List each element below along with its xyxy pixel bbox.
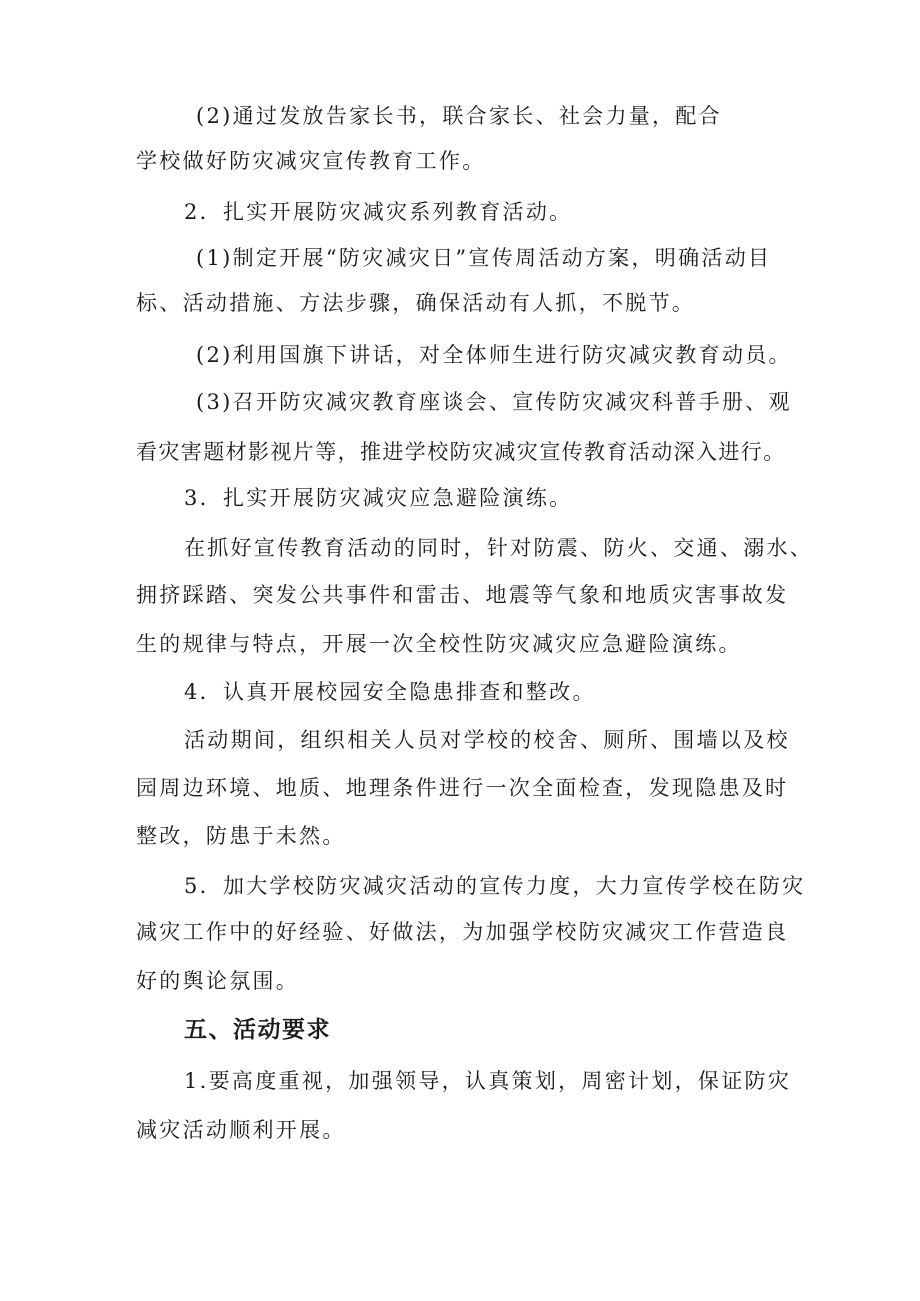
text-line: (3)召开防灾减灾教育座谈会、宣传防灾减灾科普手册、观 xyxy=(196,390,792,414)
text-line: 园周边环境、地质、地理条件进行一次全面检查，发现隐患及时 xyxy=(136,776,789,800)
text-line: 好的舆论氛围。 xyxy=(136,969,300,993)
text-line: 看灾害题材影视片等，推进学校防灾减灾宣传教育活动深入进行。 xyxy=(136,440,786,464)
text-line: 拥挤踩踏、突发公共事件和雷击、地震等气象和地质灾害事故发 xyxy=(136,583,789,607)
section-heading: 五、活动要求 xyxy=(184,1017,331,1043)
text-line: 2．扎实开展防灾减灾系列教育活动。 xyxy=(184,200,573,224)
text-line: 生的规律与特点，开展一次全校性防灾减灾应急避险演练。 xyxy=(136,632,742,656)
text-line: 1.要高度重视，加强领导，认真策划，周密计划，保证防灾 xyxy=(184,1069,792,1093)
text-line: 5．加大学校防灾减灾活动的宣传力度，大力宣传学校在防灾 xyxy=(184,874,806,898)
text-line: 活动期间，组织相关人员对学校的校舍、厕所、围墙以及校 xyxy=(184,728,790,752)
text-line: 标、活动措施、方法步骤，确保活动有人抓，不脱节。 xyxy=(136,291,696,315)
text-line: (1)制定开展“防灾减灾日”宣传周活动方案，明确活动目 xyxy=(196,246,772,270)
text-line: 4．认真开展校园安全隐患排查和整改。 xyxy=(184,680,596,704)
text-line: 学校做好防灾减灾宣传教育工作。 xyxy=(136,149,486,173)
text-line: 整改，防患于未然。 xyxy=(136,824,346,848)
text-line: 减灾工作中的好经验、好做法，为加强学校防灾减灾工作营造良 xyxy=(136,920,789,944)
text-line: (2)利用国旗下讲话，对全体师生进行防灾减灾教育动员。 xyxy=(196,343,792,367)
text-line: (2)通过发放告家长书，联合家长、社会力量，配合 xyxy=(196,104,722,128)
text-line: 3．扎实开展防灾减灾应急避险演练。 xyxy=(184,486,573,510)
text-line: 减灾活动顺利开展。 xyxy=(136,1118,346,1142)
text-line: 在抓好宣传教育活动的同时，针对防震、防火、交通、溺水、 xyxy=(184,536,814,560)
